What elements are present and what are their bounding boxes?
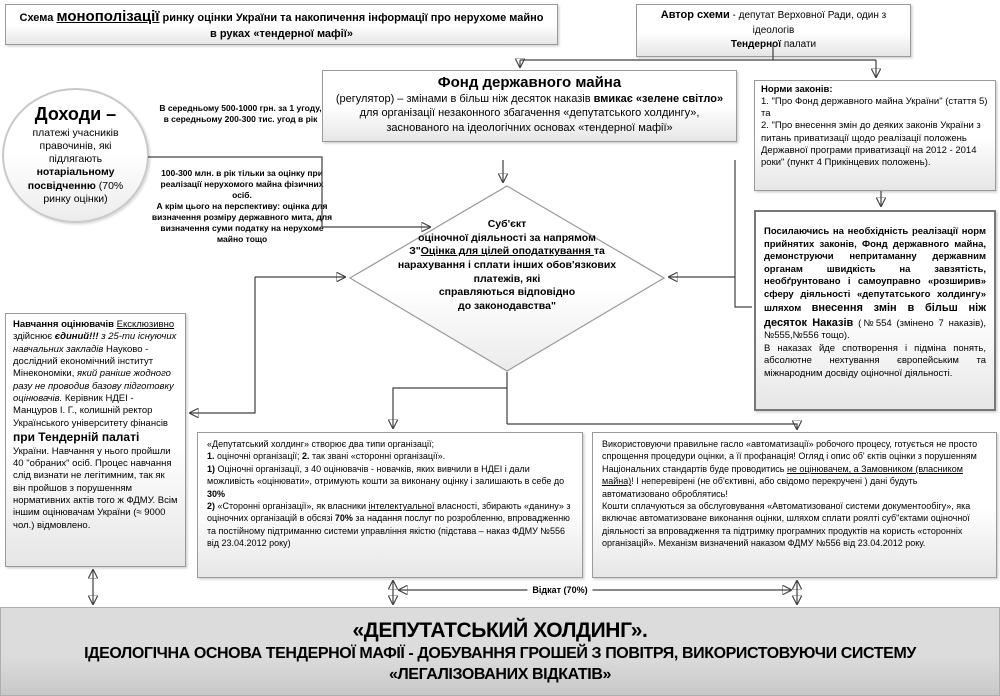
note-average-fees: В середньому 500-1000 грн. за 1 угоду, в середньому 200-300 тис. угод в рік (159, 103, 322, 125)
incomes-ellipse (2, 88, 149, 223)
orders-expansion-text: Посилаючись на необхідність реалізації норм прийнятих законів, Фонд державного майна, демонструючи непритаманну державним органам швидкість на завзятість, необґрунтовано і самоуправно «розширив» сферу діяльності «депутатського холдингу» шляхом внесення змін в більш ніж десяток Наказів (№554 (змінено 7 наказів),№555,№556 тощо). В наказах йде спотворення і підміна понять, абсолютне нехтування європейським та міжнародним досвіду оціночної діяльності. (764, 226, 987, 379)
arrow-diamond-to-holding (393, 388, 507, 428)
author-text: Автор схеми - депутат Верховної Ради, один з ідеологів Тендерної палати (660, 9, 887, 51)
scheme-title-text: Схема монополізації ринку оцінки України та накопичення інформації про нерухоме майно в руках «тендерної мафії» (19, 8, 544, 41)
automation-royalty-text: Використовуючи правильне гасло «автоматизації» робочого процесу, готується не просто спрощення процедури оцінки, а її профанація! Огляд і опис об' єктів оцінки з порушенням Національних стандартів буде проводитись не оцінювачем, а Замовником (власником майна)! І неперевірені (не об'єктивні, або свідомо перекручені ) дані будуть автоматизовано оброблятись! Кошти сплачуються за обслуговування «Автоматизованої системи документообігу», яка включає автоматизоване виконання оцінки, шляхом сплати роялті суб"єктами оціночної діяльності за впровадження та підтримку програмних продуктів на користь «сторонніх організацій». Механізм визначений наказом ФДМУ №556 від 23.04.2012 року. (602, 439, 978, 549)
kickback-label: Відкат (70%) (527, 585, 592, 595)
incomes-heading: Доходи – (34, 104, 117, 125)
appraiser-training-box (5, 313, 186, 567)
scheme-title-box (5, 4, 558, 45)
deputy-holding-banner (0, 607, 1000, 696)
orders-expansion-box (754, 210, 996, 411)
arrow-diamond-to-automation (507, 424, 797, 429)
holding-organizations-text: «Депутатський холдинг» створює два типи організації; 1. оціночні організації; 2. так звані «сторонні організації». 1) Оціночні організації, з 40 оцінювачів - новачків, яких вивчили в НДЕІ і дали можливість «оцінювати», отримують кошти за виконану оцінку і залишають в себе до 30% 2) «Сторонні організації», як власники інтелектуальної власності, збирають «данину» з оціночних організацій в обсязі 70% за надання послуг по розробленню, впровадженню та постійному підтриманню системи управління якістю (підстава – наказ ФДМУ №556 від 23.04.2012 року) (207, 439, 571, 549)
incomes-body: платежі учасників правочинів, які підлягають нотаріальному посвідченню (70% ринку оцінки) (27, 127, 124, 205)
law-norms-text: Норми законів: 1. "Про Фонд державного майна України" (стаття 5) та 2. "Про внесення змін до деяких законів України з питань приватизації щодо реалізації положень Державної програми приватизації на 2012 - 2014 роки" (пункт 4 Прикінцевих положень). (761, 84, 988, 168)
arrow-diamond-to-training (190, 277, 255, 413)
connector-fund-to-orders (735, 160, 752, 307)
author-box (636, 4, 911, 57)
appraiser-training-text: Навчання оцінювачів Ексклюзивно здійснює єдиний!!! з 25-ти існуючих навчальних закладів Науково - дослідний економічний інститут Мінекономіки, який раніше жодного разу не проводив базову підготовку оцінювачів. Керівник НДЕІ - Манцуров І. Г., колишній ректор Українського університету фінансів при Тендерній палаті України. Навчання у нього пройшли 40 "обраних" осіб. Процес навчання слід визнати не легітимним, так як він пройшов з порушенням нормативних актів того ж ФДМУ. Всім іншим оцінювачам України (≈ 9000 чол.) відмовлено. (13, 319, 178, 531)
automation-royalty-box (592, 432, 997, 578)
holding-organizations-box (197, 432, 583, 578)
appraisal-subject-text: Суб'єкт оціночної діяльності за напрямом З"Оцінка для цілей оподаткування та нарахування і сплати інших обов'язкових платежів, які справляються відповідно до законодавства" (397, 218, 617, 312)
banner-line1: «ДЕПУТАТСЬКИЙ ХОЛДИНГ». (352, 618, 648, 642)
note-market-volume: 100-300 млн. в рік тільки за оцінку при реалізації нерухомого майна фізичних осіб. А крім цього на перспективу: оцінка для визначення розміру державного мита, для визначення суми податку на нерухоме майно тощо (151, 168, 333, 245)
state-property-fund-box (322, 70, 737, 142)
fund-title: Фонд державного майна (437, 74, 622, 91)
fund-body: (регулятор) – змінами в більш ніж десяток наказів вмикає «зелене світло» для організації незаконного збагачення «депутатського холдингу», заснованого на ідеологічних основах «тендерної мафії» (335, 93, 724, 134)
banner-line2: ІДЕОЛОГІЧНА ОСНОВА ТЕНДЕРНОЇ МАФІЇ - ДОБУВАННЯ ГРОШЕЙ З ПОВІТРЯ, ВИКОРИСТОВУЮЧИ СИСТЕМУ «ЛЕГАЛІЗОВАНИХ ВІДКАТІВ» (84, 644, 916, 683)
law-norms-box (754, 80, 996, 191)
